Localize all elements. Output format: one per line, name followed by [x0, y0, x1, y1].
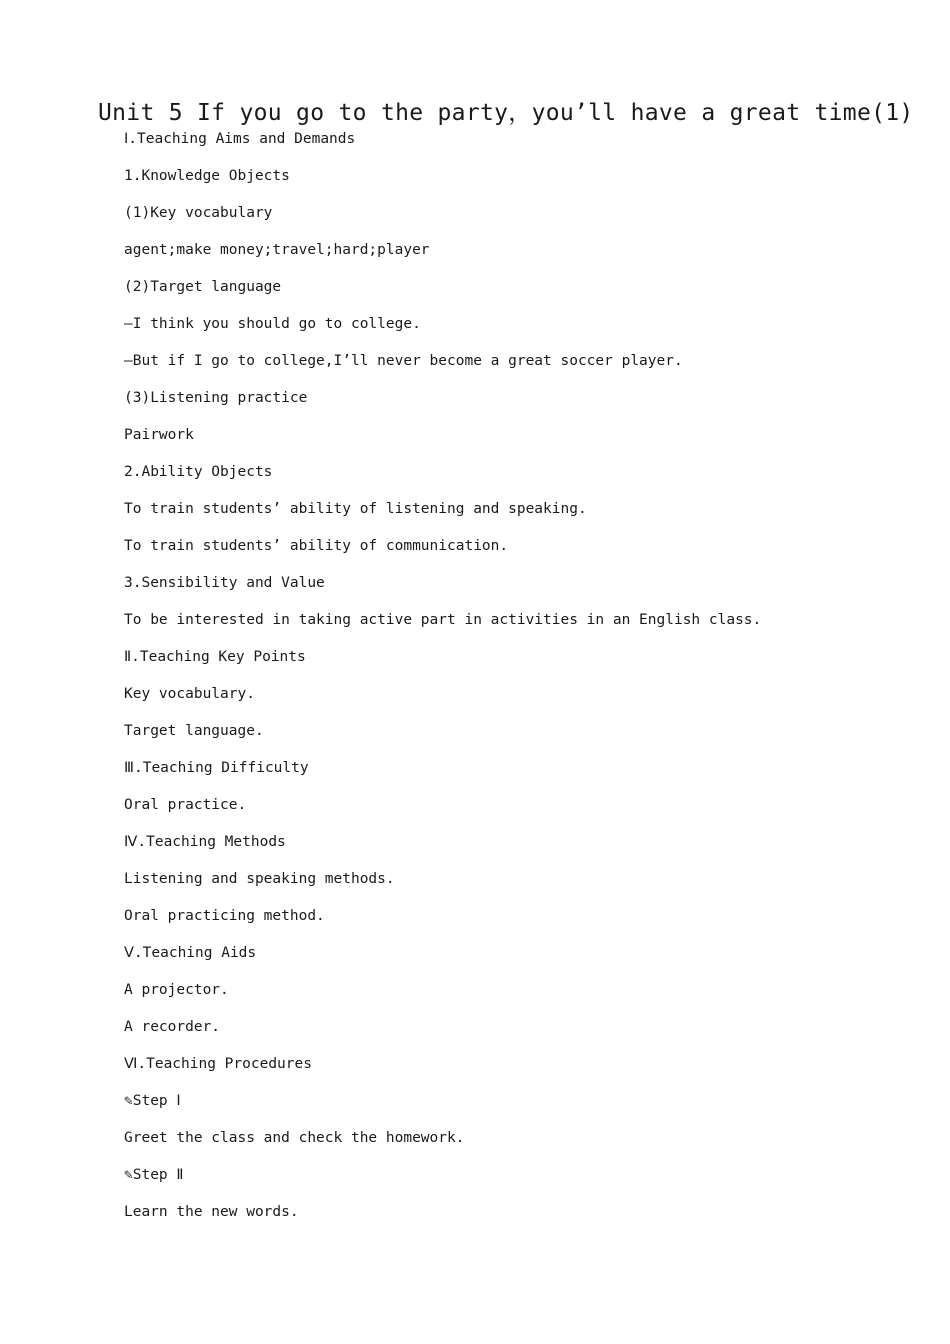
subheading-ability-objects: 2.Ability Objects [124, 464, 273, 480]
section-heading-aids: Ⅴ.Teaching Aids [124, 945, 257, 961]
section-heading-methods: Ⅳ.Teaching Methods [124, 834, 286, 850]
text-step-2: Learn the new words. [124, 1204, 299, 1220]
text-vocabulary-list: agent;make money;travel;hard;player [124, 242, 430, 258]
text-ability-1: To train students’ ability of listening and speaking. [124, 501, 587, 517]
text-ability-2: To train students’ ability of communication. [124, 538, 509, 554]
subheading-sensibility-value: 3.Sensibility and Value [124, 575, 325, 591]
subheading-target-language: (2)Target language [124, 279, 282, 295]
section-heading-procedures: Ⅵ.Teaching Procedures [124, 1056, 312, 1072]
text-aid-recorder: A recorder. [124, 1019, 221, 1035]
step-1-heading: ✎Step Ⅰ [124, 1093, 181, 1109]
text-sensibility: To be interested in taking active part in activities in an English class. [124, 612, 762, 628]
text-key-vocabulary: Key vocabulary. [124, 686, 255, 702]
subheading-listening-practice: (3)Listening practice [124, 390, 308, 406]
document-title: Unit 5 If you go to the party，you’ll have a great time(1) [98, 100, 914, 126]
section-heading-key-points: Ⅱ.Teaching Key Points [124, 649, 306, 665]
section-heading-teaching-aims: Ⅰ.Teaching Aims and Demands [124, 131, 356, 147]
text-method-2: Oral practicing method. [124, 908, 325, 924]
text-aid-projector: A projector. [124, 982, 229, 998]
text-dialogue-line-2: —But if I go to college,I’ll never become a great soccer player. [124, 353, 683, 369]
text-dialogue-line-1: —I think you should go to college. [124, 316, 421, 332]
text-pairwork: Pairwork [124, 427, 194, 443]
section-heading-difficulty: Ⅲ.Teaching Difficulty [124, 760, 309, 776]
text-step-1: Greet the class and check the homework. [124, 1130, 465, 1146]
step-2-heading: ✎Step Ⅱ [124, 1167, 184, 1183]
text-method-1: Listening and speaking methods. [124, 871, 395, 887]
text-target-language: Target language. [124, 723, 264, 739]
subheading-key-vocabulary: (1)Key vocabulary [124, 205, 273, 221]
subheading-knowledge-objects: 1.Knowledge Objects [124, 168, 290, 184]
text-oral-practice: Oral practice. [124, 797, 247, 813]
document-body [124, 127, 904, 1237]
